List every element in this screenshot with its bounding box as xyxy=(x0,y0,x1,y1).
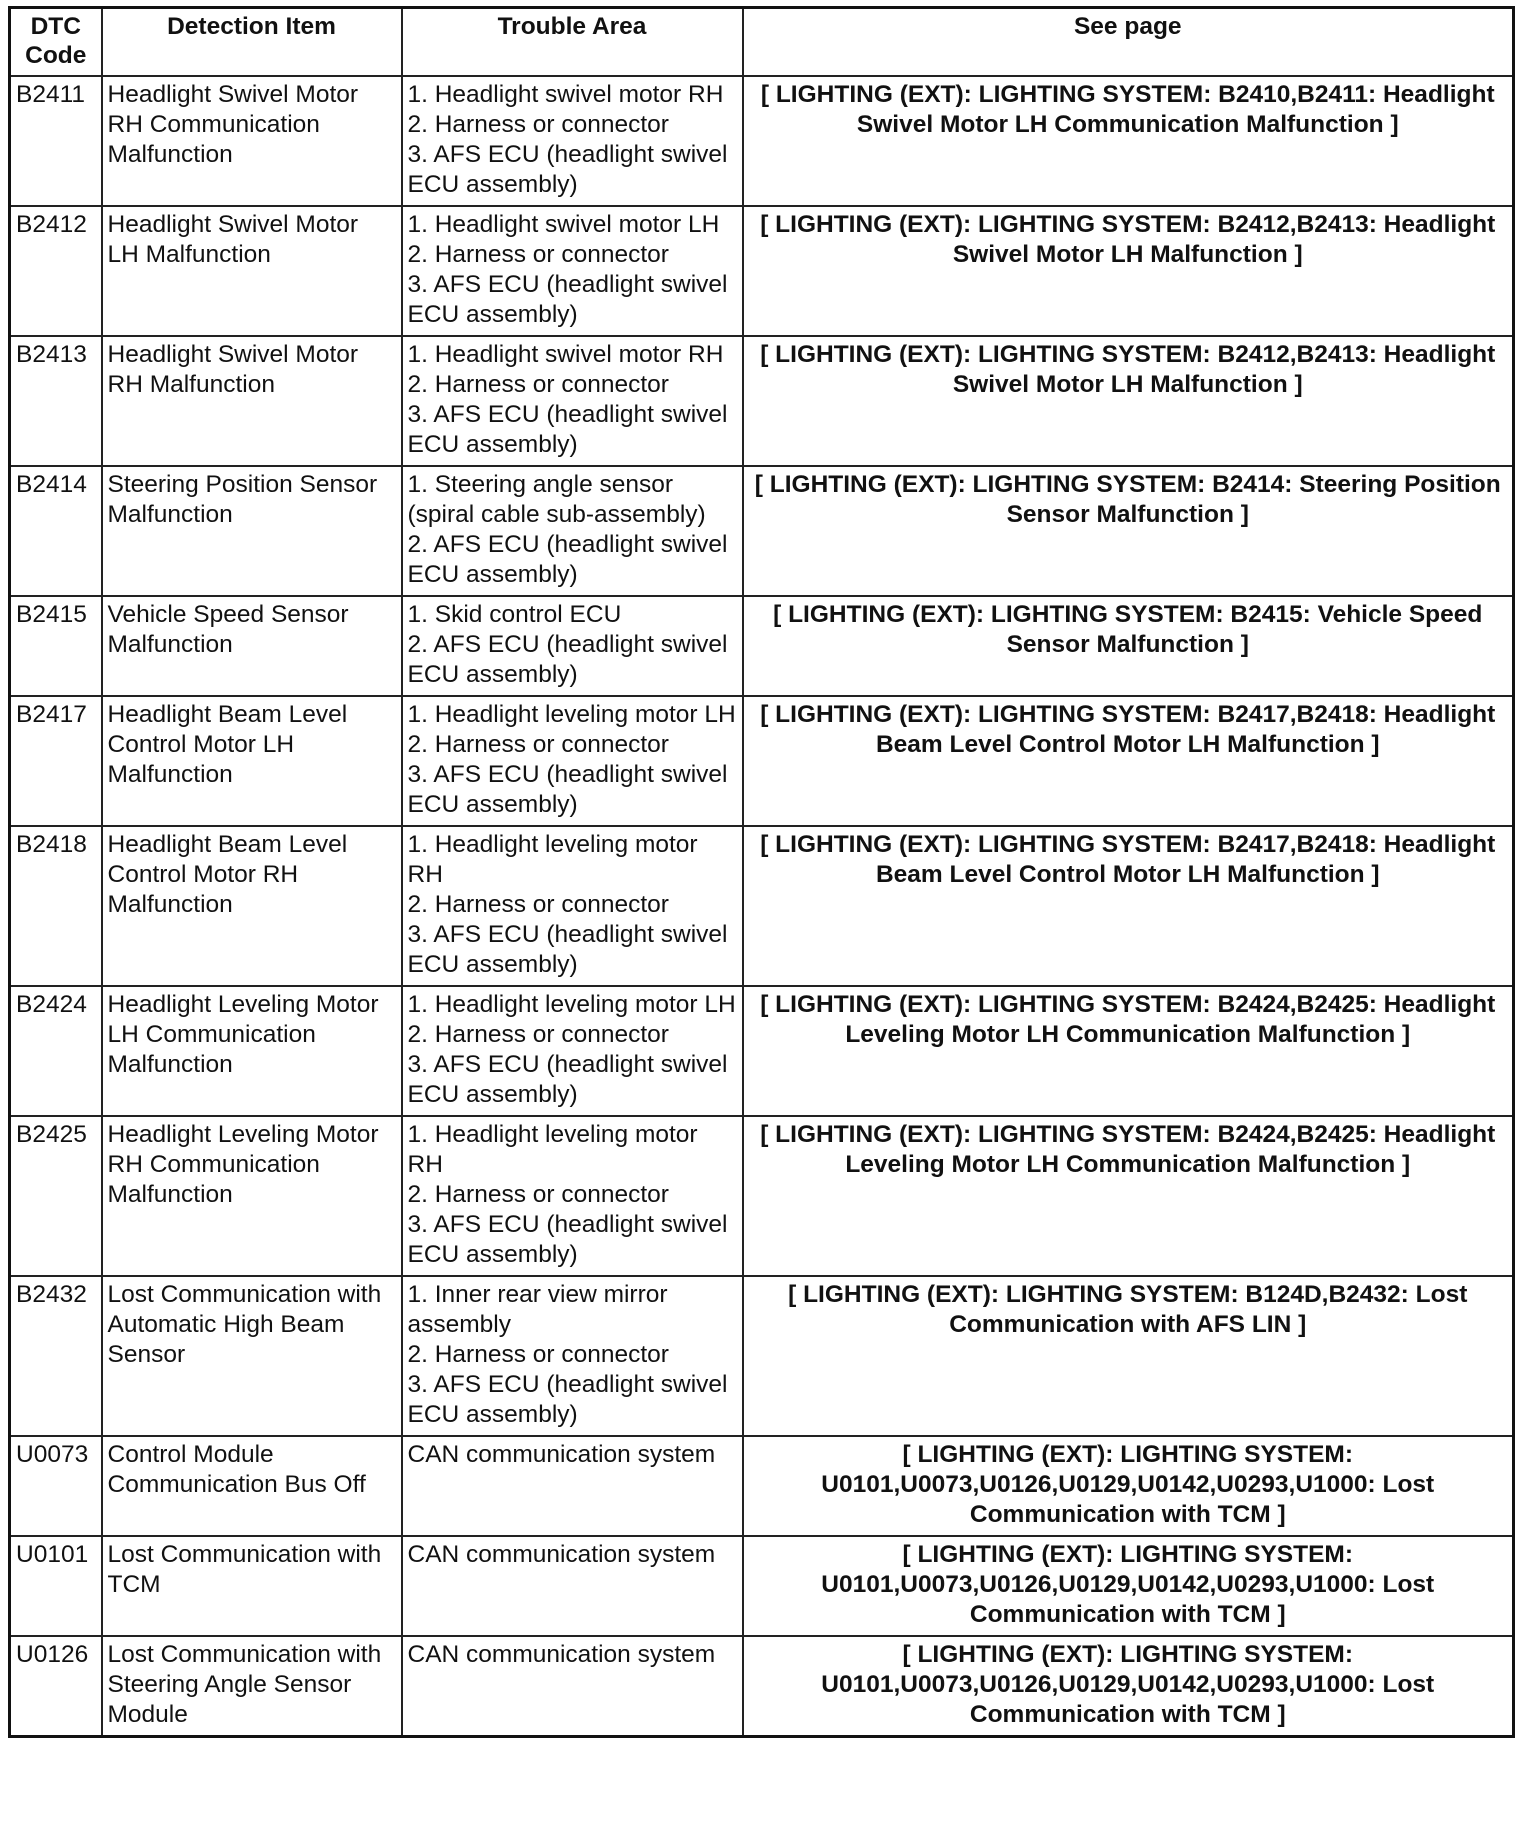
trouble-area-item: 3. AFS ECU (headlight swivel ECU assembly) xyxy=(407,1211,728,1268)
table-row xyxy=(10,1436,1514,1536)
trouble-area-item: 1. Headlight swivel motor RH xyxy=(407,341,724,368)
trouble-area-cell xyxy=(402,696,743,826)
table-row xyxy=(10,826,1514,986)
trouble-area-item: 3. AFS ECU (headlight swivel ECU assembly) xyxy=(407,141,728,198)
trouble-area-cell xyxy=(402,1276,743,1436)
dtc-code-cell: U0073 xyxy=(10,1436,102,1536)
see-page-link[interactable]: [ LIGHTING (EXT): LIGHTING SYSTEM: B2412,B2413: Headlight Swivel Motor LH Malfunction ] xyxy=(743,206,1514,336)
dtc-code-cell: B2412 xyxy=(10,206,102,336)
trouble-area-item: 1. Headlight leveling motor RH xyxy=(407,1121,698,1178)
trouble-area-cell xyxy=(402,596,743,696)
dtc-code-cell: B2432 xyxy=(10,1276,102,1436)
see-page-link[interactable]: [ LIGHTING (EXT): LIGHTING SYSTEM: B2417,B2418: Headlight Beam Level Control Motor LH Malfunction ] xyxy=(743,826,1514,986)
table-row xyxy=(10,1116,1514,1276)
header-dtc-code: DTC Code xyxy=(10,8,102,77)
trouble-area-item: CAN communication system xyxy=(407,1541,716,1568)
detection-item-cell: Headlight Swivel Motor RH Malfunction xyxy=(102,336,402,466)
trouble-area-item: 2. Harness or connector xyxy=(407,371,669,398)
see-page-link[interactable]: [ LIGHTING (EXT): LIGHTING SYSTEM: B2424,B2425: Headlight Leveling Motor LH Communication Malfunction ] xyxy=(743,986,1514,1116)
table-row xyxy=(10,1276,1514,1436)
trouble-area-item: 3. AFS ECU (headlight swivel ECU assembly) xyxy=(407,401,728,458)
trouble-area-cell xyxy=(402,1636,743,1737)
trouble-area-item: 2. Harness or connector xyxy=(407,1341,669,1368)
trouble-area-cell xyxy=(402,1116,743,1276)
trouble-area-item: 2. Harness or connector xyxy=(407,1181,669,1208)
detection-item-cell: Lost Communication with TCM xyxy=(102,1536,402,1636)
trouble-area-cell xyxy=(402,466,743,596)
detection-item-cell: Control Module Communication Bus Off xyxy=(102,1436,402,1536)
trouble-area-cell xyxy=(402,76,743,206)
table-row xyxy=(10,76,1514,206)
dtc-code-cell: B2413 xyxy=(10,336,102,466)
dtc-code-cell: B2417 xyxy=(10,696,102,826)
detection-item-cell: Headlight Leveling Motor RH Communication Malfunction xyxy=(102,1116,402,1276)
dtc-code-cell: B2415 xyxy=(10,596,102,696)
trouble-area-item: 1. Skid control ECU xyxy=(407,601,622,628)
trouble-area-item: 2. Harness or connector xyxy=(407,241,669,268)
trouble-area-item: 2. Harness or connector xyxy=(407,731,669,758)
trouble-area-item: 2. AFS ECU (headlight swivel ECU assembly) xyxy=(407,631,728,688)
dtc-code-cell: B2425 xyxy=(10,1116,102,1276)
trouble-area-item: 2. Harness or connector xyxy=(407,1021,669,1048)
trouble-area-item: CAN communication system xyxy=(407,1441,716,1468)
dtc-table xyxy=(8,6,1515,1738)
dtc-code-cell: B2414 xyxy=(10,466,102,596)
detection-item-cell: Headlight Beam Level Control Motor LH Malfunction xyxy=(102,696,402,826)
see-page-link[interactable]: [ LIGHTING (EXT): LIGHTING SYSTEM: U0101,U0073,U0126,U0129,U0142,U0293,U1000: Lost Communication with TCM ] xyxy=(743,1636,1514,1737)
see-page-link[interactable]: [ LIGHTING (EXT): LIGHTING SYSTEM: B2417,B2418: Headlight Beam Level Control Motor LH Malfunction ] xyxy=(743,696,1514,826)
dtc-table-container xyxy=(8,6,1512,1738)
trouble-area-item: 3. AFS ECU (headlight swivel ECU assembly) xyxy=(407,1371,728,1428)
see-page-link[interactable]: [ LIGHTING (EXT): LIGHTING SYSTEM: B124D,B2432: Lost Communication with AFS LIN ] xyxy=(743,1276,1514,1436)
detection-item-cell: Vehicle Speed Sensor Malfunction xyxy=(102,596,402,696)
trouble-area-item: 3. AFS ECU (headlight swivel ECU assembly) xyxy=(407,921,728,978)
see-page-link[interactable]: [ LIGHTING (EXT): LIGHTING SYSTEM: B2414: Steering Position Sensor Malfunction ] xyxy=(743,466,1514,596)
table-row xyxy=(10,336,1514,466)
dtc-code-cell: B2411 xyxy=(10,76,102,206)
trouble-area-item: 1. Headlight swivel motor LH xyxy=(407,211,720,238)
trouble-area-item: CAN communication system xyxy=(407,1641,716,1668)
see-page-link[interactable]: [ LIGHTING (EXT): LIGHTING SYSTEM: B2415: Vehicle Speed Sensor Malfunction ] xyxy=(743,596,1514,696)
table-header-row xyxy=(10,8,1514,77)
table-row xyxy=(10,1636,1514,1737)
table-row xyxy=(10,596,1514,696)
table-row xyxy=(10,696,1514,826)
see-page-link[interactable]: [ LIGHTING (EXT): LIGHTING SYSTEM: B2424,B2425: Headlight Leveling Motor LH Communication Malfunction ] xyxy=(743,1116,1514,1276)
trouble-area-item: 1. Steering angle sensor (spiral cable sub-assembly) xyxy=(407,471,706,528)
trouble-area-item: 1. Inner rear view mirror assembly xyxy=(407,1281,668,1338)
header-trouble-area: Trouble Area xyxy=(402,8,743,77)
trouble-area-cell xyxy=(402,1536,743,1636)
detection-item-cell: Lost Communication with Automatic High Beam Sensor xyxy=(102,1276,402,1436)
dtc-code-cell: B2424 xyxy=(10,986,102,1116)
dtc-code-cell: U0101 xyxy=(10,1536,102,1636)
table-row xyxy=(10,1536,1514,1636)
trouble-area-item: 1. Headlight leveling motor RH xyxy=(407,831,698,888)
trouble-area-item: 2. Harness or connector xyxy=(407,111,669,138)
trouble-area-cell xyxy=(402,986,743,1116)
detection-item-cell: Headlight Swivel Motor RH Communication Malfunction xyxy=(102,76,402,206)
trouble-area-item: 1. Headlight swivel motor RH xyxy=(407,81,724,108)
dtc-code-cell: U0126 xyxy=(10,1636,102,1737)
trouble-area-item: 2. Harness or connector xyxy=(407,891,669,918)
table-row xyxy=(10,466,1514,596)
see-page-link[interactable]: [ LIGHTING (EXT): LIGHTING SYSTEM: B2412,B2413: Headlight Swivel Motor LH Malfunction ] xyxy=(743,336,1514,466)
table-row xyxy=(10,206,1514,336)
table-row xyxy=(10,986,1514,1116)
see-page-link[interactable]: [ LIGHTING (EXT): LIGHTING SYSTEM: B2410,B2411: Headlight Swivel Motor LH Communication Malfunction ] xyxy=(743,76,1514,206)
see-page-link[interactable]: [ LIGHTING (EXT): LIGHTING SYSTEM: U0101,U0073,U0126,U0129,U0142,U0293,U1000: Lost Communication with TCM ] xyxy=(743,1536,1514,1636)
trouble-area-item: 1. Headlight leveling motor LH xyxy=(407,701,736,728)
trouble-area-item: 3. AFS ECU (headlight swivel ECU assembly) xyxy=(407,761,728,818)
trouble-area-item: 1. Headlight leveling motor LH xyxy=(407,991,736,1018)
trouble-area-cell xyxy=(402,336,743,466)
detection-item-cell: Headlight Leveling Motor LH Communication Malfunction xyxy=(102,986,402,1116)
detection-item-cell: Lost Communication with Steering Angle Sensor Module xyxy=(102,1636,402,1737)
trouble-area-cell xyxy=(402,1436,743,1536)
detection-item-cell: Headlight Beam Level Control Motor RH Malfunction xyxy=(102,826,402,986)
dtc-code-cell: B2418 xyxy=(10,826,102,986)
header-detection-item: Detection Item xyxy=(102,8,402,77)
trouble-area-item: 3. AFS ECU (headlight swivel ECU assembly) xyxy=(407,271,728,328)
trouble-area-item: 2. AFS ECU (headlight swivel ECU assembly) xyxy=(407,531,728,588)
header-see-page: See page xyxy=(743,8,1514,77)
detection-item-cell: Headlight Swivel Motor LH Malfunction xyxy=(102,206,402,336)
trouble-area-item: 3. AFS ECU (headlight swivel ECU assembly) xyxy=(407,1051,728,1108)
detection-item-cell: Steering Position Sensor Malfunction xyxy=(102,466,402,596)
trouble-area-cell xyxy=(402,826,743,986)
trouble-area-cell xyxy=(402,206,743,336)
see-page-link[interactable]: [ LIGHTING (EXT): LIGHTING SYSTEM: U0101,U0073,U0126,U0129,U0142,U0293,U1000: Lost Communication with TCM ] xyxy=(743,1436,1514,1536)
